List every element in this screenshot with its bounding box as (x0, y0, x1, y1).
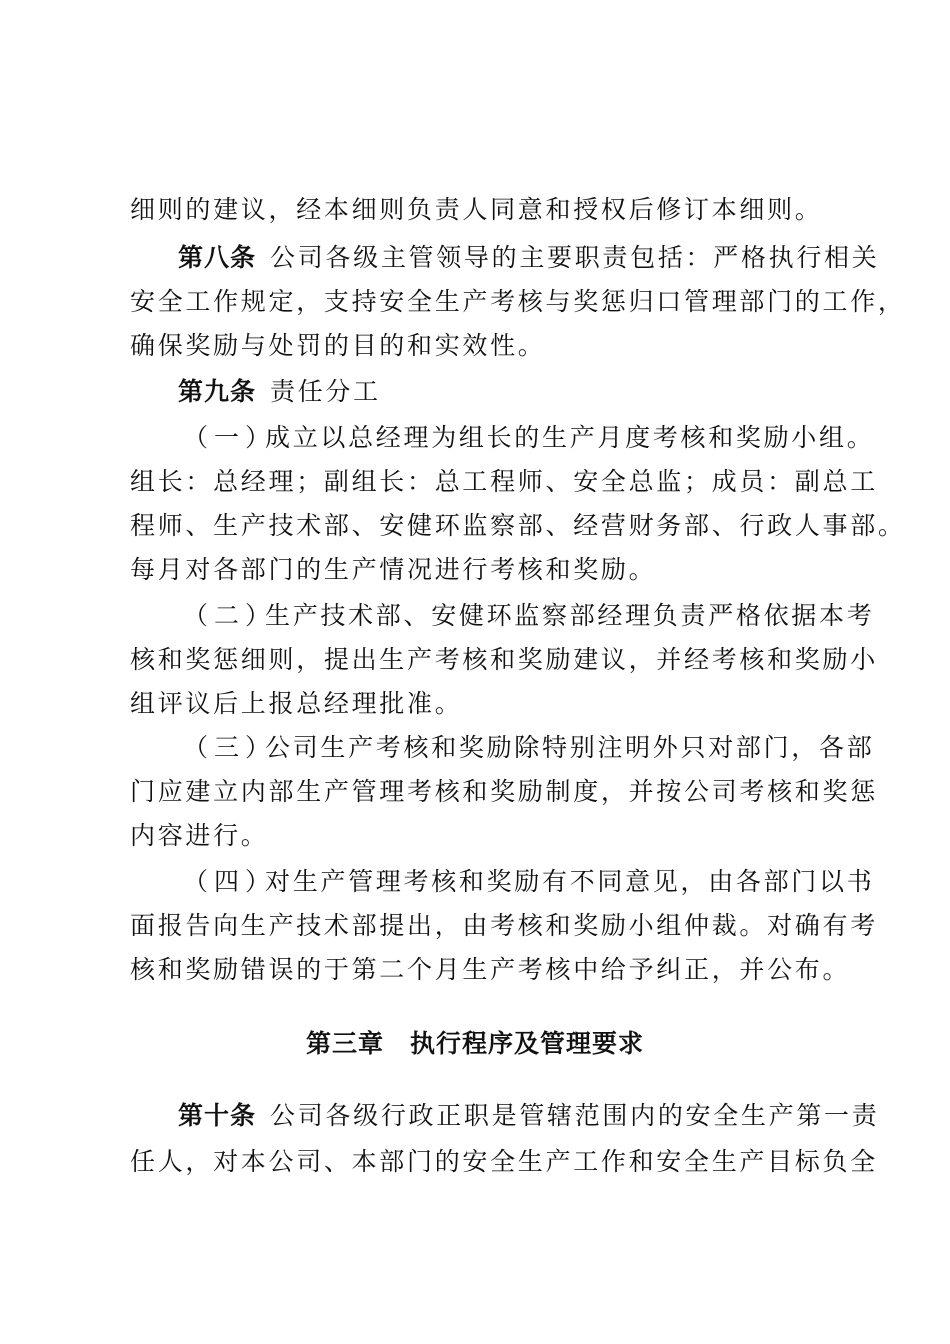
item-3-line-1 (183, 726, 875, 770)
article-10-line-2: 任人，对本公司、本部门的安全生产工作和安全生产目标负全 (130, 1147, 878, 1176)
item-4-text: 对生产管理考核和奖励有不同意见，由各部门以书 (265, 867, 875, 896)
item-1-line-3: 程师、生产技术部、安健环监察部、经营财务部、行政人事部。 (130, 511, 906, 540)
article-8-line-2: 安全工作规定，支持安全生产考核与奖惩归口管理部门的工作， (130, 287, 906, 316)
article-9-title: 第九条 (178, 377, 257, 406)
chapter-3-heading: 第三章 执行程序及管理要求 (305, 1029, 644, 1058)
paragraph-line: 细则的建议，经本细则负责人同意和授权后修订本细则。 (130, 195, 823, 224)
item-2-line-2: 核和奖惩细则，提出生产考核和奖励建议，并经考核和奖励小 (130, 645, 878, 674)
article-10-line-1 (178, 1094, 880, 1138)
item-3-line-3: 内容进行。 (130, 821, 269, 850)
item-2-line-1 (183, 594, 875, 638)
article-10-text: 公司各级行政正职是管辖范围内的安全生产第一责 (270, 1101, 880, 1130)
article-8-title: 第八条 (178, 243, 257, 272)
item-1-line-4: 每月对各部门的生产情况进行考核和奖励。 (130, 555, 657, 584)
item-3-text: 公司生产考核和奖励除特别注明外只对部门，各部 (265, 733, 875, 762)
article-10-title: 第十条 (178, 1101, 257, 1130)
item-4-line-3: 核和奖励错误的于第二个月生产考核中给予纠正，并公布。 (130, 955, 851, 984)
item-1-text: 成立以总经理为组长的生产月度考核和奖励小组。 (265, 423, 875, 452)
article-9-line (178, 370, 830, 414)
item-3-marker: （三） (183, 733, 277, 762)
article-9-text: 责任分工 (270, 377, 381, 406)
item-3-line-2: 门应建立内部生产管理考核和奖励制度，并按公司考核和奖惩 (130, 777, 878, 806)
article-8-text: 公司各级主管领导的主要职责包括：严格执行相关 (270, 243, 880, 272)
item-1-marker: （一） (183, 423, 277, 452)
article-8-line-3: 确保奖励与处罚的目的和实效性。 (130, 331, 546, 360)
item-4-line-2: 面报告向生产技术部提出，由考核和奖励小组仲裁。对确有考 (130, 911, 878, 940)
item-2-marker: （二） (183, 601, 277, 630)
item-2-text: 生产技术部、安健环监察部经理负责严格依据本考 (265, 601, 875, 630)
item-1-line-1 (183, 416, 875, 460)
item-4-marker: （四） (183, 867, 277, 896)
item-4-line-1 (183, 860, 875, 904)
article-8-line-1 (178, 236, 880, 280)
item-2-line-3: 组评议后上报总经理批准。 (130, 689, 463, 718)
item-1-line-2: 组长：总经理；副组长：总工程师、安全总监；成员：副总工 (130, 467, 878, 496)
